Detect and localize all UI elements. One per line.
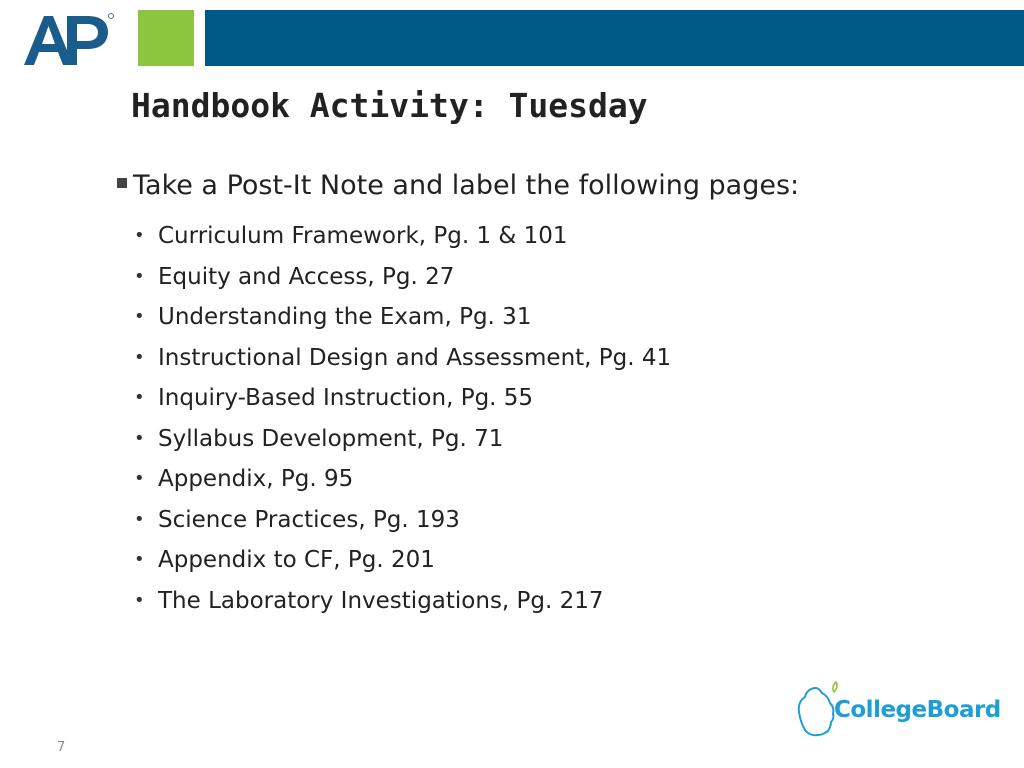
list-item	[134, 257, 671, 298]
bullet-dot-icon: •	[134, 346, 145, 368]
page-list	[134, 216, 671, 621]
bullet-dot-icon: •	[134, 427, 145, 449]
bullet-dot-icon: •	[134, 387, 145, 408]
bullet-dot-icon: •	[134, 225, 145, 246]
list-item-text: Equity and Access, Pg. 27	[158, 263, 455, 290]
list-item	[134, 297, 671, 338]
header-bar	[205, 10, 1024, 66]
list-item	[134, 338, 671, 379]
square-bullet-icon	[117, 178, 127, 188]
list-item-text: The Laboratory Investigations, Pg. 217	[158, 587, 604, 614]
list-item-text: Instructional Design and Assessment, Pg. 41	[158, 344, 672, 371]
bullet-dot-icon: •	[134, 265, 145, 287]
ap-logo	[22, 10, 114, 68]
list-item	[134, 419, 671, 460]
list-item	[134, 500, 671, 541]
bullet-dot-icon: •	[134, 549, 145, 570]
list-item	[134, 540, 671, 581]
college-board-wordmark: CollegeBoard	[834, 697, 1001, 723]
header-accent-square	[138, 10, 194, 66]
list-item-text: Appendix to CF, Pg. 201	[158, 547, 435, 573]
list-item-text: Appendix, Pg. 95	[158, 466, 354, 492]
list-item-text: Understanding the Exam, Pg. 31	[158, 304, 532, 330]
main-bullet-text: Take a Post-It Note and label the following pages:	[133, 170, 800, 201]
bullet-dot-icon: •	[134, 306, 145, 327]
list-item	[134, 459, 671, 500]
list-item-text: Curriculum Framework, Pg. 1 & 101	[158, 223, 568, 249]
main-bullet	[117, 170, 799, 201]
list-item	[134, 378, 671, 419]
list-item	[134, 581, 671, 622]
page-number: 7	[57, 740, 66, 755]
list-item-text: Science Practices, Pg. 193	[158, 506, 460, 533]
bullet-dot-icon: •	[134, 508, 145, 530]
slide-title: Handbook Activity: Tuesday	[131, 86, 648, 125]
list-item-text: Inquiry-Based Instruction, Pg. 55	[158, 385, 534, 411]
bullet-dot-icon: •	[134, 589, 145, 611]
bullet-dot-icon: •	[134, 468, 145, 489]
list-item	[134, 216, 671, 257]
list-item-text: Syllabus Development, Pg. 71	[158, 425, 504, 452]
